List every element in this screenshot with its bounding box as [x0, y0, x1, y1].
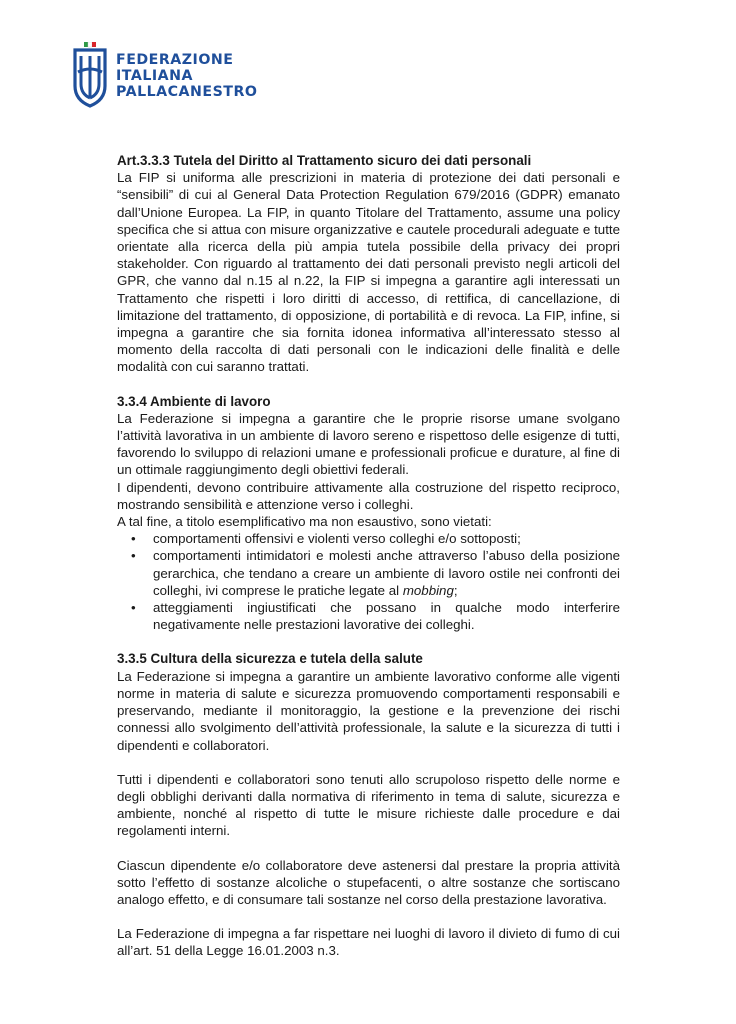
- section-3-3-4: [117, 393, 620, 634]
- section-title-3-3-5: 3.3.5 Cultura della sicurezza e tutela della salute: [117, 651, 423, 667]
- section-3-3-5: [117, 650, 620, 959]
- list-item-text-end: ;: [453, 582, 458, 598]
- paragraph: La Federazione si impegna a garantire un ambiente lavorativo conforme alle vigenti norme in materia di salute e sicurezza promuovendo comportamenti responsabili e preservando, mediante il monitoraggio, la gestione e la prevenzione dei rischi connessi allo svolgimento dell’attività professionale, la salute e la sicurezza di tutti i dipendenti e collaboratori.: [117, 668, 620, 753]
- org-name-line2: ITALIANA: [116, 68, 193, 84]
- prohibited-behaviours-list: [117, 530, 620, 633]
- document-body: [117, 152, 620, 977]
- fip-logo-icon: [72, 42, 108, 108]
- org-name: [116, 52, 257, 100]
- section-title-3-3-3: Art.3.3.3 Tutela del Diritto al Trattamento sicuro dei dati personali: [117, 153, 532, 168]
- list-item-text: comportamenti intimidatori e molesti anche attraverso l’abuso della posizione gerarchica, che tendano a creare un ambiente di lavoro ostile nei confronti dei colleghi, ivi comprese le pratiche legate al: [153, 548, 620, 598]
- paragraph: Ciascun dipendente e/o collaboratore deve astenersi dal prestare la propria attività sotto l’effetto di sostanze alcoliche o stupefacenti, o altre sostanze che sortiscano analogo effetto, e di consumare tali sostanze nel corso della prestazione lavorativa.: [117, 857, 620, 907]
- paragraph: A tal fine, a titolo esemplificativo ma non esaustivo, sono vietati:: [117, 514, 492, 530]
- paragraph: I dipendenti, devono contribuire attivamente alla costruzione del rispetto reciproco, mostrando sensibilità e attenzione verso i colleghi.: [117, 479, 620, 512]
- org-name-line3: PALLACANESTRO: [116, 84, 258, 100]
- section-3-3-3: [117, 152, 620, 376]
- list-item-emphasis: mobbing: [402, 582, 454, 598]
- list-item: [153, 547, 620, 599]
- header-logo: [72, 42, 257, 108]
- paragraph: Tutti i dipendenti e collaboratori sono tenuti allo scrupoloso rispetto delle norme e degli obblighi derivanti dalla normativa di riferimento in tema di salute, sicurezza e ambiente, nonché al rispetto di tutte le misure richieste dalle procedure e dai regolamenti interni.: [117, 771, 620, 839]
- list-item: • comportamenti offensivi e violenti verso colleghi e/o sottoposti;: [153, 530, 620, 547]
- org-name-line1: FEDERAZIONE: [116, 52, 234, 68]
- list-item: • atteggiamenti ingiustificati che possano in qualche modo interferire negativamente nelle prestazioni lavorative dei colleghi.: [153, 599, 620, 633]
- paragraph: La Federazione si impegna a garantire che le proprie risorse umane svolgano l’attività lavorativa in un ambiente di lavoro sereno e rispettoso delle esigenze di tutti, favorendo lo sviluppo di relazioni umane e professionali proficue e durature, al fine di un ottimale raggiungimento degli obiettivi federali.: [117, 410, 620, 478]
- paragraph: La FIP si uniforma alle prescrizioni in materia di protezione dei dati personali e “sensibili” di cui al General Data Protection Regulation 679/2016 (GDPR) emanato dall’Unione Europea. La FIP, in quanto Titolare del Trattamento, assume una policy specifica che si attua con misure organizzative e cautele procedurali adeguate e tutte orientate alla ricerca della più ampia tutela possibile della privacy dei propri stakeholder. Con riguardo al trattamento dei dati personali previsto negli articoli del GPR, che vanno dal n.15 al n.22, la FIP si impegna a garantire agli interessati un Trattamento che rispetti i loro diritti di accesso, di rettifica, di cancellazione, di limitazione del trattamento, di opposizione, di portabilità e di revoca. La FIP, infine, si impegna a garantire che sia fornita idonea informativa all’interessato stesso al momento della raccolta di dati personali con le indicazioni delle finalità e delle modalità con cui saranno trattati.: [117, 170, 620, 375]
- section-title-3-3-4: 3.3.4 Ambiente di lavoro: [117, 393, 271, 409]
- paragraph: La Federazione di impegna a far rispettare nei luoghi di lavoro il divieto di fumo di cui all’art. 51 della Legge 16.01.2003 n.3.: [117, 926, 620, 959]
